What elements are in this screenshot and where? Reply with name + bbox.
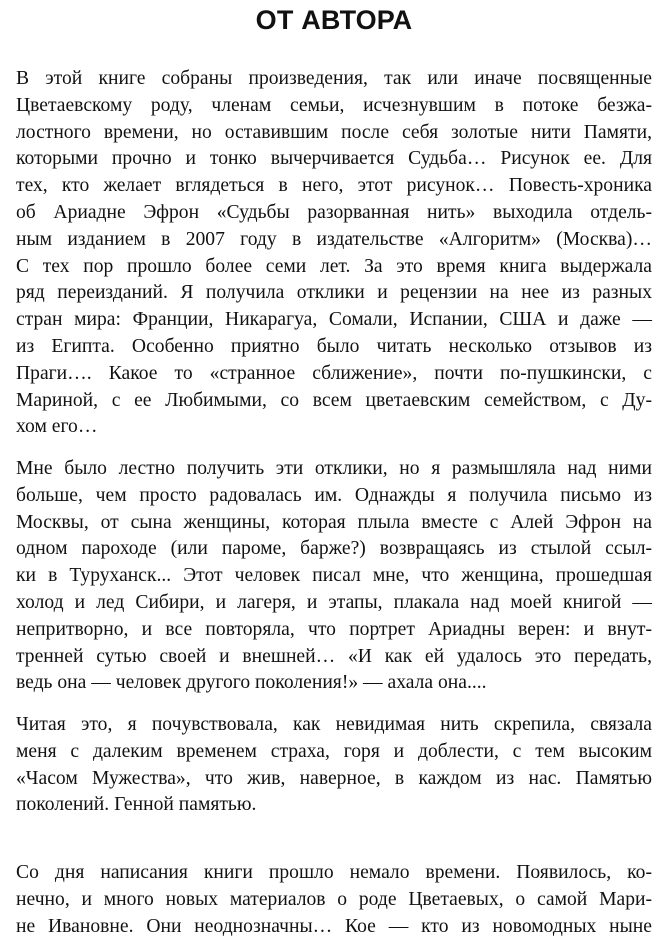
text-line: Читая это, я почувствовала, как невидимая нить скрепила, связала <box>16 714 652 735</box>
text-line: ным изданием в 2007 году в издательстве «Алгоритм» (Москва)… <box>16 228 652 250</box>
text-line: ведь она — человек другого поколения!» — ахала она.... <box>16 672 487 694</box>
text-line: Москвы, от сына женщины, которая плыла вместе с Алей Эфрон на <box>16 511 652 533</box>
text-line: Праги…. Какое то «странное сближение», почти по-пушкински, с <box>16 362 652 384</box>
text-line: лостного времени, но оставившим после себя золотые нити Памяти, <box>16 121 652 143</box>
text-line: меня с далеким временем страха, горя и доблести, с тем высоким <box>16 740 652 762</box>
text-line: С тех пор прошло более семи лет. За это время книга выдержала <box>16 255 652 277</box>
text-line: об Ариадне Эфрон «Судьбы разорванная нить» выходила отдель- <box>16 201 652 223</box>
text-line: которыми прочно и тонко вычерчивается Судьба… Рисунок ее. Для <box>16 148 652 170</box>
text-line: из Египта. Особенно приятно было читать несколько отзывов из <box>16 335 652 357</box>
text-line: стран мира: Франции, Никарагуа, Сомали, Испании, США и даже — <box>16 309 652 331</box>
paragraph-2 <box>16 456 652 697</box>
text-line: холод и лед Сибири, и лагеря, и этапы, плакала над моей книгой — <box>16 591 652 613</box>
text-line: Мариной, с ее Любимыми, со всем цветаевским семейством, с Ду- <box>16 389 652 411</box>
page-title: ОТ АВТОРА <box>255 5 413 35</box>
text-line: непритворно, и все повторяла, что портрет Ариадны верен: и внут- <box>16 618 652 640</box>
text-line: Со дня написания книги прошло немало времени. Появилось, ко- <box>16 862 652 883</box>
text-line: «Часом Мужества», что жив, наверное, в каждом из нас. Памятью <box>16 767 652 789</box>
paragraph-1 <box>16 66 652 441</box>
text-line: В этой книге собраны произведения, так или иначе посвященные <box>16 68 652 89</box>
text-line: тренней сутью своей и внешней… «И как ей удалось это передать, <box>16 645 652 667</box>
text-line: Цветаевскому роду, членам семьи, исчезнувшим в потоке безжа- <box>16 94 652 116</box>
paragraph-4 <box>16 860 652 940</box>
text-line: одном пароходе (или пароме, барже?) возвращаясь из стылой ссыл- <box>16 538 652 560</box>
text-line: не Ивановне. Они неоднозначны… Кое — кто из новомодных ныне <box>16 915 652 937</box>
text-line: больше, чем просто радовалась им. Однажды я получила письмо из <box>16 484 652 506</box>
text-line: ряд переизданий. Я получила отклики и рецензии на нее из разных <box>16 282 652 304</box>
paragraph-3 <box>16 712 652 819</box>
text-line: хом его… <box>16 416 98 438</box>
text-line: ки в Туруханск... Этот человек писал мне, что женщина, прошедшая <box>16 565 652 587</box>
text-line: тех, кто желает вглядеться в него, этот рисунок… Повесть-хроника <box>16 175 652 197</box>
text-line: Мне было лестно получить эти отклики, но я размышляла над ними <box>16 458 652 479</box>
text-line: нечно, и много новых материалов о роде Цветаевых, о самой Мари- <box>16 888 652 910</box>
text-line: поколений. Генной памятью. <box>16 794 257 816</box>
